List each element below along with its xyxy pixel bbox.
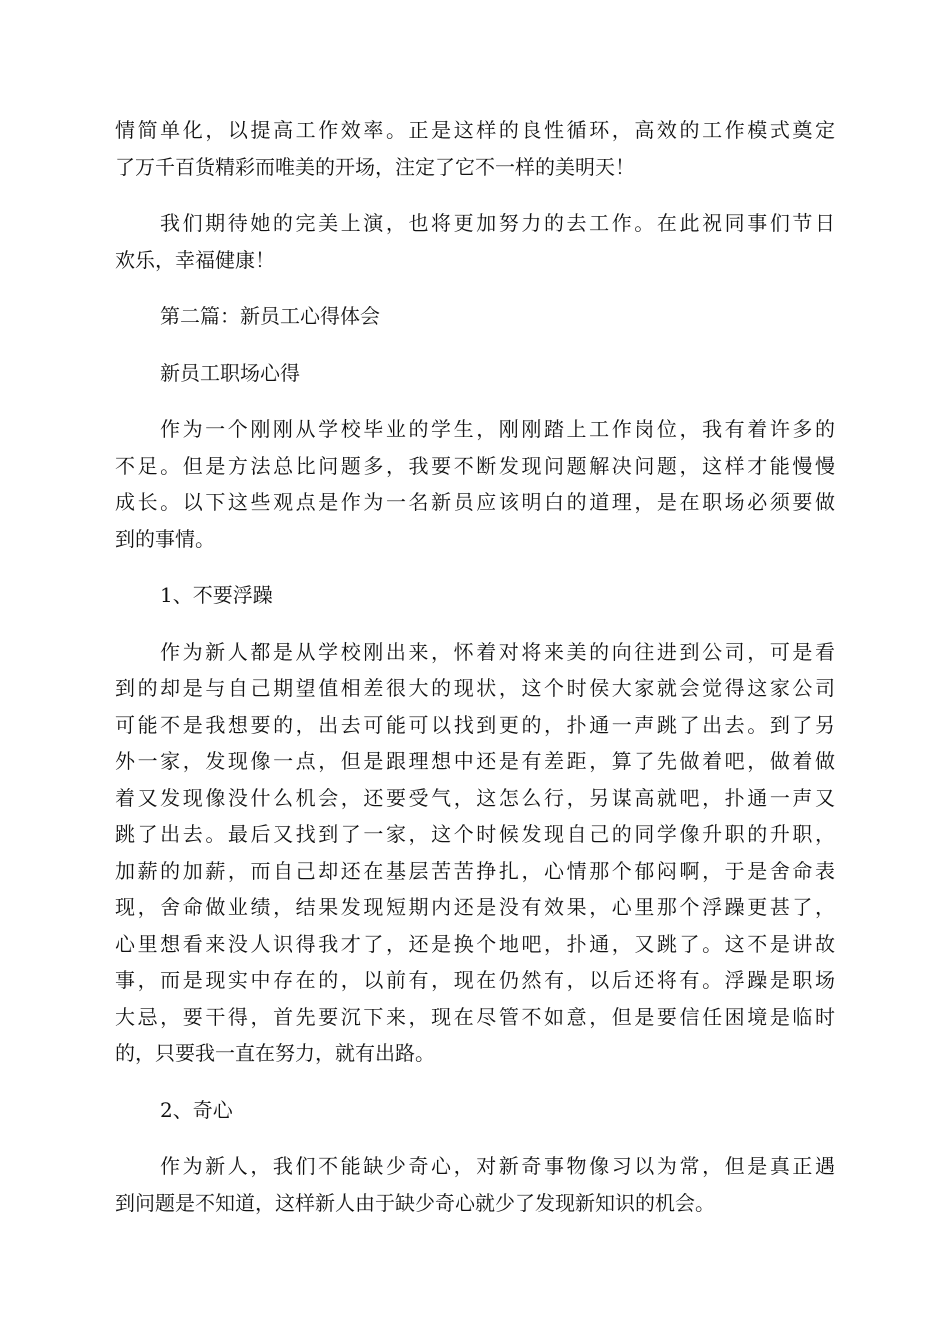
body-paragraph	[115, 112, 835, 185]
text-line: 新员工职场心得	[160, 360, 300, 385]
text-line: 事，而是现实中存在的，以前有，现在仍然有，以后还将有。浮躁是职场	[115, 968, 835, 992]
section-heading	[115, 355, 835, 392]
section-heading	[115, 298, 835, 335]
text-line: 成长。以下这些观点是作为一名新员应该明白的道理，是在职场必须要做	[115, 490, 835, 514]
text-line: 心里想看来没人识得我才了，还是换个地吧，扑通，又跳了。这不是讲故	[115, 931, 835, 956]
text-line: 了万千百货精彩而唯美的开场，注定了它不一样的美明天！	[115, 154, 635, 179]
text-line: 情简单化，以提高工作效率。正是这样的良性循环，高效的工作模式奠定	[115, 118, 835, 142]
text-line: 到问题是不知道，这样新人由于缺少奇心就少了发现新知识的机会。	[115, 1190, 715, 1215]
text-line: 跳了出去。最后又找到了一家，这个时候发现自己的同学像升职的升职，	[115, 822, 835, 846]
section-heading	[115, 577, 835, 614]
text-line: 的，只要我一直在努力，就有出路。	[115, 1041, 435, 1065]
body-paragraph	[115, 205, 835, 278]
text-line: 现，舍命做业绩，结果发现短期内还是没有效果，心里那个浮躁更甚了，	[115, 895, 835, 919]
text-line: 到的却是与自己期望值相差很大的现状，这个时侯大家就会觉得这家公司	[115, 676, 835, 700]
text-line: 着又发现像没什么机会，还要受气，这怎么行，另谋高就吧，扑通一声又	[115, 785, 835, 810]
text-line: 2、奇心	[160, 1097, 233, 1122]
text-line: 大忌，要干得，首先要沉下来，现在尽管不如意，但是要信任困境是临时	[115, 1004, 835, 1029]
text-line: 可能不是我想要的，出去可能可以找到更的，扑通一声跳了出去。到了另	[115, 712, 835, 737]
body-paragraph	[115, 634, 835, 1072]
text-line: 外一家，发现像一点，但是跟理想中还是有差距，算了先做着吧，做着做	[115, 749, 835, 773]
text-line: 1、不要浮躁	[160, 583, 273, 607]
section-heading	[115, 1092, 835, 1129]
text-line: 作为新人，我们不能缺少奇心，对新奇事物像习以为常，但是真正遇	[160, 1154, 835, 1178]
text-line: 不足。但是方法总比问题多，我要不断发现问题解决问题，这样才能慢慢	[115, 453, 835, 478]
text-line: 作为新人都是从学校刚出来，怀着对将来美的向往进到公司，可是看	[160, 639, 835, 664]
text-line: 我们期待她的完美上演，也将更加努力的去工作。在此祝同事们节日	[160, 211, 835, 235]
text-line: 加薪的加薪，而自己却还在基层苦苦挣扎，心情那个郁闷啊，于是舍命表	[115, 858, 835, 883]
text-line: 作为一个刚刚从学校毕业的学生，刚刚踏上工作岗位，我有着许多的	[160, 417, 835, 441]
document-page	[115, 112, 835, 1241]
text-line: 第二篇：新员工心得体会	[160, 304, 380, 328]
body-paragraph	[115, 411, 835, 557]
body-paragraph	[115, 1148, 835, 1221]
text-line: 到的事情。	[115, 526, 215, 551]
text-line: 欢乐，幸福健康！	[115, 247, 275, 272]
